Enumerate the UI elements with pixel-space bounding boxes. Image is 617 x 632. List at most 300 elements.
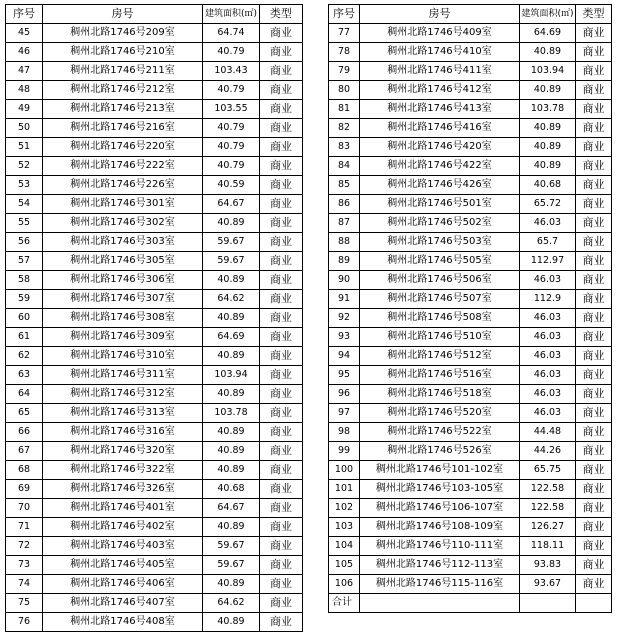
table-row bbox=[6, 347, 303, 366]
row-room: 稠州北路1746号326室 bbox=[43, 480, 203, 499]
table-row bbox=[329, 214, 612, 233]
row-type: 商业 bbox=[260, 24, 303, 43]
row-room: 稠州北路1746号501室 bbox=[360, 195, 520, 214]
row-type: 商业 bbox=[576, 537, 612, 556]
header-room: 房号 bbox=[43, 5, 203, 24]
row-type: 商业 bbox=[260, 404, 303, 423]
row-room: 稠州北路1746号311室 bbox=[43, 366, 203, 385]
row-index: 106 bbox=[329, 575, 360, 594]
table-row bbox=[6, 138, 303, 157]
row-type: 商业 bbox=[576, 157, 612, 176]
row-area: 103.78 bbox=[520, 100, 576, 119]
row-room: 稠州北路1746号516室 bbox=[360, 366, 520, 385]
row-index: 101 bbox=[329, 480, 360, 499]
table-row bbox=[329, 537, 612, 556]
row-index: 99 bbox=[329, 442, 360, 461]
row-index: 102 bbox=[329, 499, 360, 518]
header-area: 建筑面积(㎡) bbox=[203, 5, 260, 24]
row-room: 稠州北路1746号526室 bbox=[360, 442, 520, 461]
row-room: 稠州北路1746号505室 bbox=[360, 252, 520, 271]
row-index: 68 bbox=[6, 461, 43, 480]
table-row bbox=[6, 328, 303, 347]
row-room: 稠州北路1746号220室 bbox=[43, 138, 203, 157]
row-area: 46.03 bbox=[520, 385, 576, 404]
table-row bbox=[6, 537, 303, 556]
table-row bbox=[329, 157, 612, 176]
header-index: 序号 bbox=[6, 5, 43, 24]
table-row bbox=[329, 442, 612, 461]
row-index: 96 bbox=[329, 385, 360, 404]
row-type: 商业 bbox=[576, 233, 612, 252]
row-type: 商业 bbox=[260, 100, 303, 119]
table-row bbox=[329, 271, 612, 290]
row-room: 稠州北路1746号405室 bbox=[43, 556, 203, 575]
row-area: 40.79 bbox=[203, 157, 260, 176]
row-type: 商业 bbox=[260, 119, 303, 138]
row-area: 103.55 bbox=[203, 100, 260, 119]
table-row bbox=[6, 594, 303, 613]
row-room: 稠州北路1746号101-102室 bbox=[360, 461, 520, 480]
row-room: 稠州北路1746号308室 bbox=[43, 309, 203, 328]
row-area: 40.89 bbox=[520, 138, 576, 157]
table-row bbox=[329, 119, 612, 138]
table-row bbox=[6, 499, 303, 518]
row-type: 商业 bbox=[260, 461, 303, 480]
row-area: 40.79 bbox=[203, 81, 260, 100]
row-room: 稠州北路1746号209室 bbox=[43, 24, 203, 43]
row-room: 稠州北路1746号310室 bbox=[43, 347, 203, 366]
row-index: 72 bbox=[6, 537, 43, 556]
row-type: 商业 bbox=[576, 176, 612, 195]
row-index: 71 bbox=[6, 518, 43, 537]
row-area: 40.89 bbox=[203, 309, 260, 328]
row-index: 77 bbox=[329, 24, 360, 43]
table-row bbox=[6, 43, 303, 62]
row-area: 40.89 bbox=[203, 518, 260, 537]
total-label: 合计 bbox=[329, 594, 360, 613]
row-area: 65.7 bbox=[520, 233, 576, 252]
row-area: 122.58 bbox=[520, 480, 576, 499]
table-row bbox=[329, 195, 612, 214]
row-type: 商业 bbox=[260, 81, 303, 100]
row-index: 67 bbox=[6, 442, 43, 461]
table-row bbox=[329, 366, 612, 385]
row-area: 44.48 bbox=[520, 423, 576, 442]
left-table bbox=[5, 4, 303, 632]
table-row bbox=[329, 575, 612, 594]
row-index: 46 bbox=[6, 43, 43, 62]
table-row bbox=[6, 309, 303, 328]
row-room: 稠州北路1746号411室 bbox=[360, 62, 520, 81]
row-index: 65 bbox=[6, 404, 43, 423]
row-area: 64.74 bbox=[203, 24, 260, 43]
table-row bbox=[329, 385, 612, 404]
row-index: 89 bbox=[329, 252, 360, 271]
row-type: 商业 bbox=[576, 119, 612, 138]
row-type: 商业 bbox=[260, 385, 303, 404]
row-area: 46.03 bbox=[520, 328, 576, 347]
table-row bbox=[6, 157, 303, 176]
row-index: 74 bbox=[6, 575, 43, 594]
row-area: 103.94 bbox=[520, 62, 576, 81]
row-index: 95 bbox=[329, 366, 360, 385]
row-index: 88 bbox=[329, 233, 360, 252]
row-index: 64 bbox=[6, 385, 43, 404]
row-room: 稠州北路1746号222室 bbox=[43, 157, 203, 176]
row-index: 52 bbox=[6, 157, 43, 176]
row-type: 商业 bbox=[576, 575, 612, 594]
row-room: 稠州北路1746号108-109室 bbox=[360, 518, 520, 537]
row-room: 稠州北路1746号112-113室 bbox=[360, 556, 520, 575]
total-area bbox=[520, 594, 576, 613]
row-room: 稠州北路1746号306室 bbox=[43, 271, 203, 290]
row-area: 59.67 bbox=[203, 252, 260, 271]
row-room: 稠州北路1746号106-107室 bbox=[360, 499, 520, 518]
header-row bbox=[6, 5, 303, 24]
row-index: 97 bbox=[329, 404, 360, 423]
row-index: 61 bbox=[6, 328, 43, 347]
row-area: 103.78 bbox=[203, 404, 260, 423]
row-type: 商业 bbox=[260, 233, 303, 252]
row-type: 商业 bbox=[576, 366, 612, 385]
table-row bbox=[329, 347, 612, 366]
row-room: 稠州北路1746号506室 bbox=[360, 271, 520, 290]
row-area: 59.67 bbox=[203, 233, 260, 252]
row-room: 稠州北路1746号407室 bbox=[43, 594, 203, 613]
row-index: 84 bbox=[329, 157, 360, 176]
row-area: 112.97 bbox=[520, 252, 576, 271]
row-area: 103.94 bbox=[203, 366, 260, 385]
row-area: 40.79 bbox=[203, 43, 260, 62]
row-type: 商业 bbox=[260, 157, 303, 176]
row-area: 126.27 bbox=[520, 518, 576, 537]
row-index: 80 bbox=[329, 81, 360, 100]
row-room: 稠州北路1746号309室 bbox=[43, 328, 203, 347]
row-area: 64.62 bbox=[203, 594, 260, 613]
row-index: 90 bbox=[329, 271, 360, 290]
row-type: 商业 bbox=[576, 271, 612, 290]
row-type: 商业 bbox=[260, 347, 303, 366]
row-index: 47 bbox=[6, 62, 43, 81]
row-area: 59.67 bbox=[203, 537, 260, 556]
row-type: 商业 bbox=[576, 499, 612, 518]
table-row bbox=[329, 423, 612, 442]
table-row bbox=[329, 81, 612, 100]
row-room: 稠州北路1746号115-116室 bbox=[360, 575, 520, 594]
right-table-body bbox=[329, 24, 612, 594]
total-room bbox=[360, 594, 520, 613]
row-area: 40.68 bbox=[520, 176, 576, 195]
row-index: 91 bbox=[329, 290, 360, 309]
row-area: 93.67 bbox=[520, 575, 576, 594]
row-index: 49 bbox=[6, 100, 43, 119]
row-index: 85 bbox=[329, 176, 360, 195]
row-area: 93.83 bbox=[520, 556, 576, 575]
row-room: 稠州北路1746号401室 bbox=[43, 499, 203, 518]
table-row bbox=[6, 24, 303, 43]
row-type: 商业 bbox=[260, 366, 303, 385]
table-row bbox=[6, 461, 303, 480]
row-type: 商业 bbox=[260, 176, 303, 195]
row-type: 商业 bbox=[260, 613, 303, 632]
row-type: 商业 bbox=[576, 556, 612, 575]
row-area: 64.69 bbox=[203, 328, 260, 347]
table-row bbox=[6, 100, 303, 119]
row-room: 稠州北路1746号508室 bbox=[360, 309, 520, 328]
row-area: 40.68 bbox=[203, 480, 260, 499]
row-area: 64.62 bbox=[203, 290, 260, 309]
row-room: 稠州北路1746号313室 bbox=[43, 404, 203, 423]
row-index: 62 bbox=[6, 347, 43, 366]
row-room: 稠州北路1746号213室 bbox=[43, 100, 203, 119]
row-index: 60 bbox=[6, 309, 43, 328]
table-row bbox=[329, 556, 612, 575]
row-room: 稠州北路1746号301室 bbox=[43, 195, 203, 214]
row-area: 118.11 bbox=[520, 537, 576, 556]
row-type: 商业 bbox=[576, 100, 612, 119]
row-index: 45 bbox=[6, 24, 43, 43]
row-index: 51 bbox=[6, 138, 43, 157]
row-index: 94 bbox=[329, 347, 360, 366]
row-index: 81 bbox=[329, 100, 360, 119]
row-type: 商业 bbox=[260, 214, 303, 233]
row-type: 商业 bbox=[260, 62, 303, 81]
row-room: 稠州北路1746号426室 bbox=[360, 176, 520, 195]
table-row bbox=[6, 442, 303, 461]
row-type: 商业 bbox=[576, 404, 612, 423]
row-area: 112.9 bbox=[520, 290, 576, 309]
row-index: 57 bbox=[6, 252, 43, 271]
header-room: 房号 bbox=[360, 5, 520, 24]
row-area: 46.03 bbox=[520, 309, 576, 328]
row-index: 69 bbox=[6, 480, 43, 499]
header-type: 类型 bbox=[260, 5, 303, 24]
row-room: 稠州北路1746号416室 bbox=[360, 119, 520, 138]
table-row bbox=[329, 404, 612, 423]
table-row bbox=[329, 138, 612, 157]
row-room: 稠州北路1746号211室 bbox=[43, 62, 203, 81]
row-room: 稠州北路1746号312室 bbox=[43, 385, 203, 404]
row-type: 商业 bbox=[576, 62, 612, 81]
table-row bbox=[6, 613, 303, 632]
row-type: 商业 bbox=[576, 442, 612, 461]
row-index: 59 bbox=[6, 290, 43, 309]
row-room: 稠州北路1746号303室 bbox=[43, 233, 203, 252]
table-row bbox=[329, 62, 612, 81]
row-type: 商业 bbox=[260, 252, 303, 271]
row-type: 商业 bbox=[576, 461, 612, 480]
row-room: 稠州北路1746号402室 bbox=[43, 518, 203, 537]
table-row bbox=[6, 556, 303, 575]
row-area: 40.89 bbox=[203, 575, 260, 594]
row-room: 稠州北路1746号406室 bbox=[43, 575, 203, 594]
row-index: 92 bbox=[329, 309, 360, 328]
header-area: 建筑面积(㎡) bbox=[520, 5, 576, 24]
row-type: 商业 bbox=[260, 556, 303, 575]
row-area: 40.79 bbox=[203, 138, 260, 157]
row-type: 商业 bbox=[260, 423, 303, 442]
row-room: 稠州北路1746号103-105室 bbox=[360, 480, 520, 499]
row-room: 稠州北路1746号510室 bbox=[360, 328, 520, 347]
row-area: 40.89 bbox=[520, 81, 576, 100]
row-index: 100 bbox=[329, 461, 360, 480]
row-room: 稠州北路1746号507室 bbox=[360, 290, 520, 309]
table-row bbox=[6, 518, 303, 537]
table-row bbox=[6, 480, 303, 499]
table-row bbox=[6, 81, 303, 100]
row-room: 稠州北路1746号403室 bbox=[43, 537, 203, 556]
row-room: 稠州北路1746号413室 bbox=[360, 100, 520, 119]
row-room: 稠州北路1746号302室 bbox=[43, 214, 203, 233]
table-row bbox=[6, 366, 303, 385]
row-index: 79 bbox=[329, 62, 360, 81]
row-area: 40.89 bbox=[203, 442, 260, 461]
table-row bbox=[329, 518, 612, 537]
table-row bbox=[329, 480, 612, 499]
row-area: 64.69 bbox=[520, 24, 576, 43]
row-area: 122.58 bbox=[520, 499, 576, 518]
row-area: 46.03 bbox=[520, 214, 576, 233]
row-type: 商业 bbox=[576, 347, 612, 366]
row-index: 103 bbox=[329, 518, 360, 537]
row-room: 稠州北路1746号322室 bbox=[43, 461, 203, 480]
row-type: 商业 bbox=[576, 518, 612, 537]
row-type: 商业 bbox=[576, 24, 612, 43]
row-type: 商业 bbox=[260, 442, 303, 461]
row-area: 40.89 bbox=[203, 347, 260, 366]
row-index: 78 bbox=[329, 43, 360, 62]
row-type: 商业 bbox=[576, 290, 612, 309]
table-row bbox=[6, 233, 303, 252]
row-type: 商业 bbox=[576, 214, 612, 233]
row-area: 46.03 bbox=[520, 347, 576, 366]
row-index: 55 bbox=[6, 214, 43, 233]
row-index: 75 bbox=[6, 594, 43, 613]
row-index: 87 bbox=[329, 214, 360, 233]
row-index: 105 bbox=[329, 556, 360, 575]
left-table-body bbox=[6, 24, 303, 632]
table-row bbox=[329, 290, 612, 309]
row-index: 58 bbox=[6, 271, 43, 290]
row-index: 48 bbox=[6, 81, 43, 100]
total-type bbox=[576, 594, 612, 613]
row-area: 46.03 bbox=[520, 366, 576, 385]
table-row bbox=[6, 575, 303, 594]
row-area: 40.89 bbox=[203, 461, 260, 480]
row-index: 50 bbox=[6, 119, 43, 138]
row-room: 稠州北路1746号502室 bbox=[360, 214, 520, 233]
row-room: 稠州北路1746号110-111室 bbox=[360, 537, 520, 556]
row-area: 64.67 bbox=[203, 499, 260, 518]
row-type: 商业 bbox=[260, 537, 303, 556]
row-type: 商业 bbox=[576, 309, 612, 328]
row-type: 商业 bbox=[576, 480, 612, 499]
row-room: 稠州北路1746号316室 bbox=[43, 423, 203, 442]
row-room: 稠州北路1746号520室 bbox=[360, 404, 520, 423]
row-room: 稠州北路1746号305室 bbox=[43, 252, 203, 271]
row-room: 稠州北路1746号320室 bbox=[43, 442, 203, 461]
row-type: 商业 bbox=[576, 328, 612, 347]
table-row bbox=[6, 423, 303, 442]
table-row bbox=[6, 176, 303, 195]
header-type: 类型 bbox=[576, 5, 612, 24]
row-room: 稠州北路1746号512室 bbox=[360, 347, 520, 366]
row-type: 商业 bbox=[576, 423, 612, 442]
row-area: 40.89 bbox=[520, 119, 576, 138]
row-type: 商业 bbox=[576, 43, 612, 62]
row-index: 86 bbox=[329, 195, 360, 214]
row-room: 稠州北路1746号410室 bbox=[360, 43, 520, 62]
row-area: 40.89 bbox=[520, 43, 576, 62]
table-row bbox=[329, 252, 612, 271]
table-row bbox=[329, 499, 612, 518]
table-row bbox=[329, 328, 612, 347]
table-row bbox=[329, 309, 612, 328]
row-type: 商业 bbox=[260, 43, 303, 62]
row-type: 商业 bbox=[576, 252, 612, 271]
row-index: 70 bbox=[6, 499, 43, 518]
row-type: 商业 bbox=[260, 138, 303, 157]
row-room: 稠州北路1746号226室 bbox=[43, 176, 203, 195]
row-area: 40.89 bbox=[520, 157, 576, 176]
row-type: 商业 bbox=[260, 499, 303, 518]
header-index: 序号 bbox=[329, 5, 360, 24]
row-area: 44.26 bbox=[520, 442, 576, 461]
row-type: 商业 bbox=[260, 271, 303, 290]
row-room: 稠州北路1746号412室 bbox=[360, 81, 520, 100]
row-type: 商业 bbox=[260, 195, 303, 214]
table-row bbox=[329, 461, 612, 480]
row-area: 40.89 bbox=[203, 214, 260, 233]
row-type: 商业 bbox=[576, 195, 612, 214]
table-row bbox=[329, 176, 612, 195]
table-row bbox=[6, 195, 303, 214]
row-index: 53 bbox=[6, 176, 43, 195]
row-type: 商业 bbox=[576, 385, 612, 404]
row-room: 稠州北路1746号409室 bbox=[360, 24, 520, 43]
row-index: 104 bbox=[329, 537, 360, 556]
row-area: 65.75 bbox=[520, 461, 576, 480]
table-row bbox=[6, 214, 303, 233]
row-index: 54 bbox=[6, 195, 43, 214]
row-area: 46.03 bbox=[520, 271, 576, 290]
row-area: 40.89 bbox=[203, 613, 260, 632]
row-type: 商业 bbox=[260, 328, 303, 347]
table-row bbox=[6, 62, 303, 81]
row-room: 稠州北路1746号522室 bbox=[360, 423, 520, 442]
row-index: 83 bbox=[329, 138, 360, 157]
table-row bbox=[329, 43, 612, 62]
row-room: 稠州北路1746号408室 bbox=[43, 613, 203, 632]
row-type: 商业 bbox=[260, 290, 303, 309]
table-row bbox=[329, 100, 612, 119]
row-room: 稠州北路1746号210室 bbox=[43, 43, 203, 62]
row-index: 66 bbox=[6, 423, 43, 442]
row-index: 56 bbox=[6, 233, 43, 252]
row-type: 商业 bbox=[260, 518, 303, 537]
row-area: 40.89 bbox=[203, 423, 260, 442]
row-type: 商业 bbox=[260, 480, 303, 499]
total-row bbox=[329, 594, 612, 613]
row-area: 46.03 bbox=[520, 404, 576, 423]
row-type: 商业 bbox=[576, 81, 612, 100]
row-area: 40.89 bbox=[203, 385, 260, 404]
right-table bbox=[328, 4, 612, 613]
row-type: 商业 bbox=[260, 575, 303, 594]
row-room: 稠州北路1746号420室 bbox=[360, 138, 520, 157]
row-room: 稠州北路1746号518室 bbox=[360, 385, 520, 404]
row-room: 稠州北路1746号503室 bbox=[360, 233, 520, 252]
